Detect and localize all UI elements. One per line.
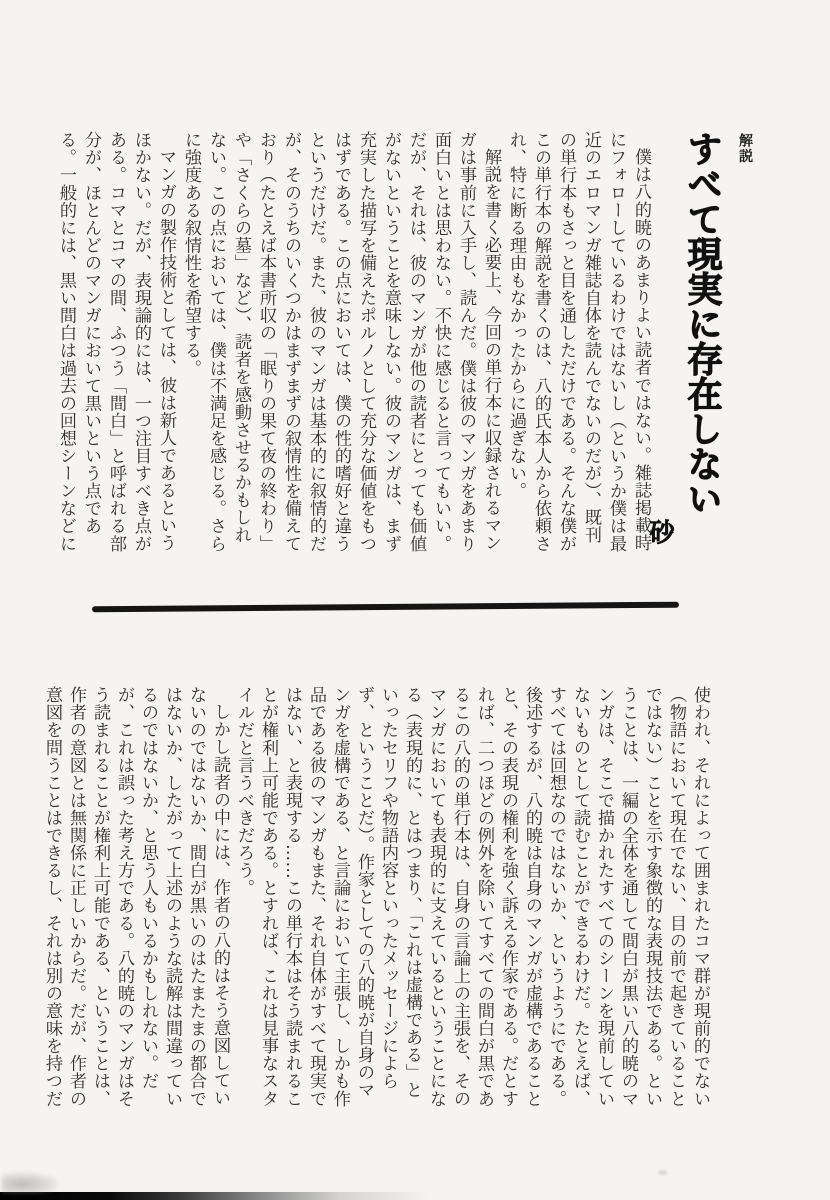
scan-speck-artifact [658,1170,667,1175]
commentary-label: 解説 [737,133,753,164]
paragraph: 僕は八的暁のあまりよい読者ではない。雑誌掲載時にフォローしているわけではないし（というか僕は最近のエロマンガ雑誌自体を読んでないのだが）、既刊の単行本もさっと目を通しただけである。そんな僕がこの単行本の解説を書くのは、八的氏本人から依頼され、特に断る理由もなかったからに過ぎない。 [506,131,651,553]
scan-edge-artifact [0,1192,432,1200]
paragraph: しかし読者の中には、作者の八的はそう意図していないのではないか、間白が黒いのはたまたまの都合ではないか、したがって上述のような読解は間違っているのではないか、と思う人もいるかもしれない。だが、これは誤った考え方である。八的暁のマンガはそう読まれることが権利上可能である、ということは、作者の意図とは無関係に正しいからだ。だが、作者の意図を問うことはできるし、それは別の意味を持つだ [42,686,230,1108]
paragraph: 使われ、それによって囲まれたコマ群が現前的でない（物語において現在でない、目の前で起きていることではない）ことを示す象徴的な表現技法である。ということは、一編の全体を通して間白が黒い八的暁のマンガは、そこで描かれたすべてのシーンを現前していないものとして読むことができるわけだ。たとえば、すべては回想なのではないか、というようにである。後述するが、八的暁は自身のマンガが虚構であることと、その表現の権利を強く訴える作家である。だとすれば、二つほどの例外を除いてすべての間白が黒であるこの八的の単行本は、自身の言論上の主張を、そのマンガにおいても表現的に支えているということになる（表現的に、とはつまり、「これは虚構である」といったセリフや物語内容といったメッセージによらず、ということだ）。作家としての八的暁が自身のマンガを虚構である、と言論において主張し、しかも作品である彼のマンガもまた、それ自体がすべて現実ではない、と表現する……この単行本はそう読まれることが権利上可能である。とすれば、これは見事なスタイルだと言うべきだろう。 [234,686,710,1108]
top-text-block [53,131,653,555]
author-name: 砂 [646,519,675,544]
paragraph: 解説を書く必要上、今回の単行本に収録されるマンガは事前に入手し、読んだ。僕は彼のマンガをあまり面白いとは思わない。不快に感じると言ってもいい。だが、それは、彼のマンガが他の読者にとっても価値がないということを意味しない。彼のマンガは、まず充実した描写を備えたポルノとして充分な価値をもつはずである。この点においては、僕の性的嗜好と違うというだけだ。また、彼のマンガは基本的に叙情的だが、そのうちのいくつかはまずまずの叙情性を備えており（たとえば本書所収の「眠りの果て夜の終わり」や「さくらの墓」など）、読者を感動させるかもしれない。この点においては、僕は不満足を感じる。さらに強度ある叙情性を希望する。 [181,131,501,553]
page-title: すべて現実に存在しない [682,131,722,516]
paragraph: マンガの製作技術としては、彼は新人であるというほかない。だが、表現論的には、一つ注目すべき点がある。コマとコマの間、ふつう「間白」と呼ばれる部分が、ほとんどのマンガにおいて黒いという点である。一般的には、黒い間白は過去の回想シーンなどに [56,131,176,553]
scan-smudge-artifact [2,1172,60,1194]
section-divider-rule [92,602,679,613]
scan-speck-artifact [514,357,519,361]
bottom-text-block [40,686,712,1110]
